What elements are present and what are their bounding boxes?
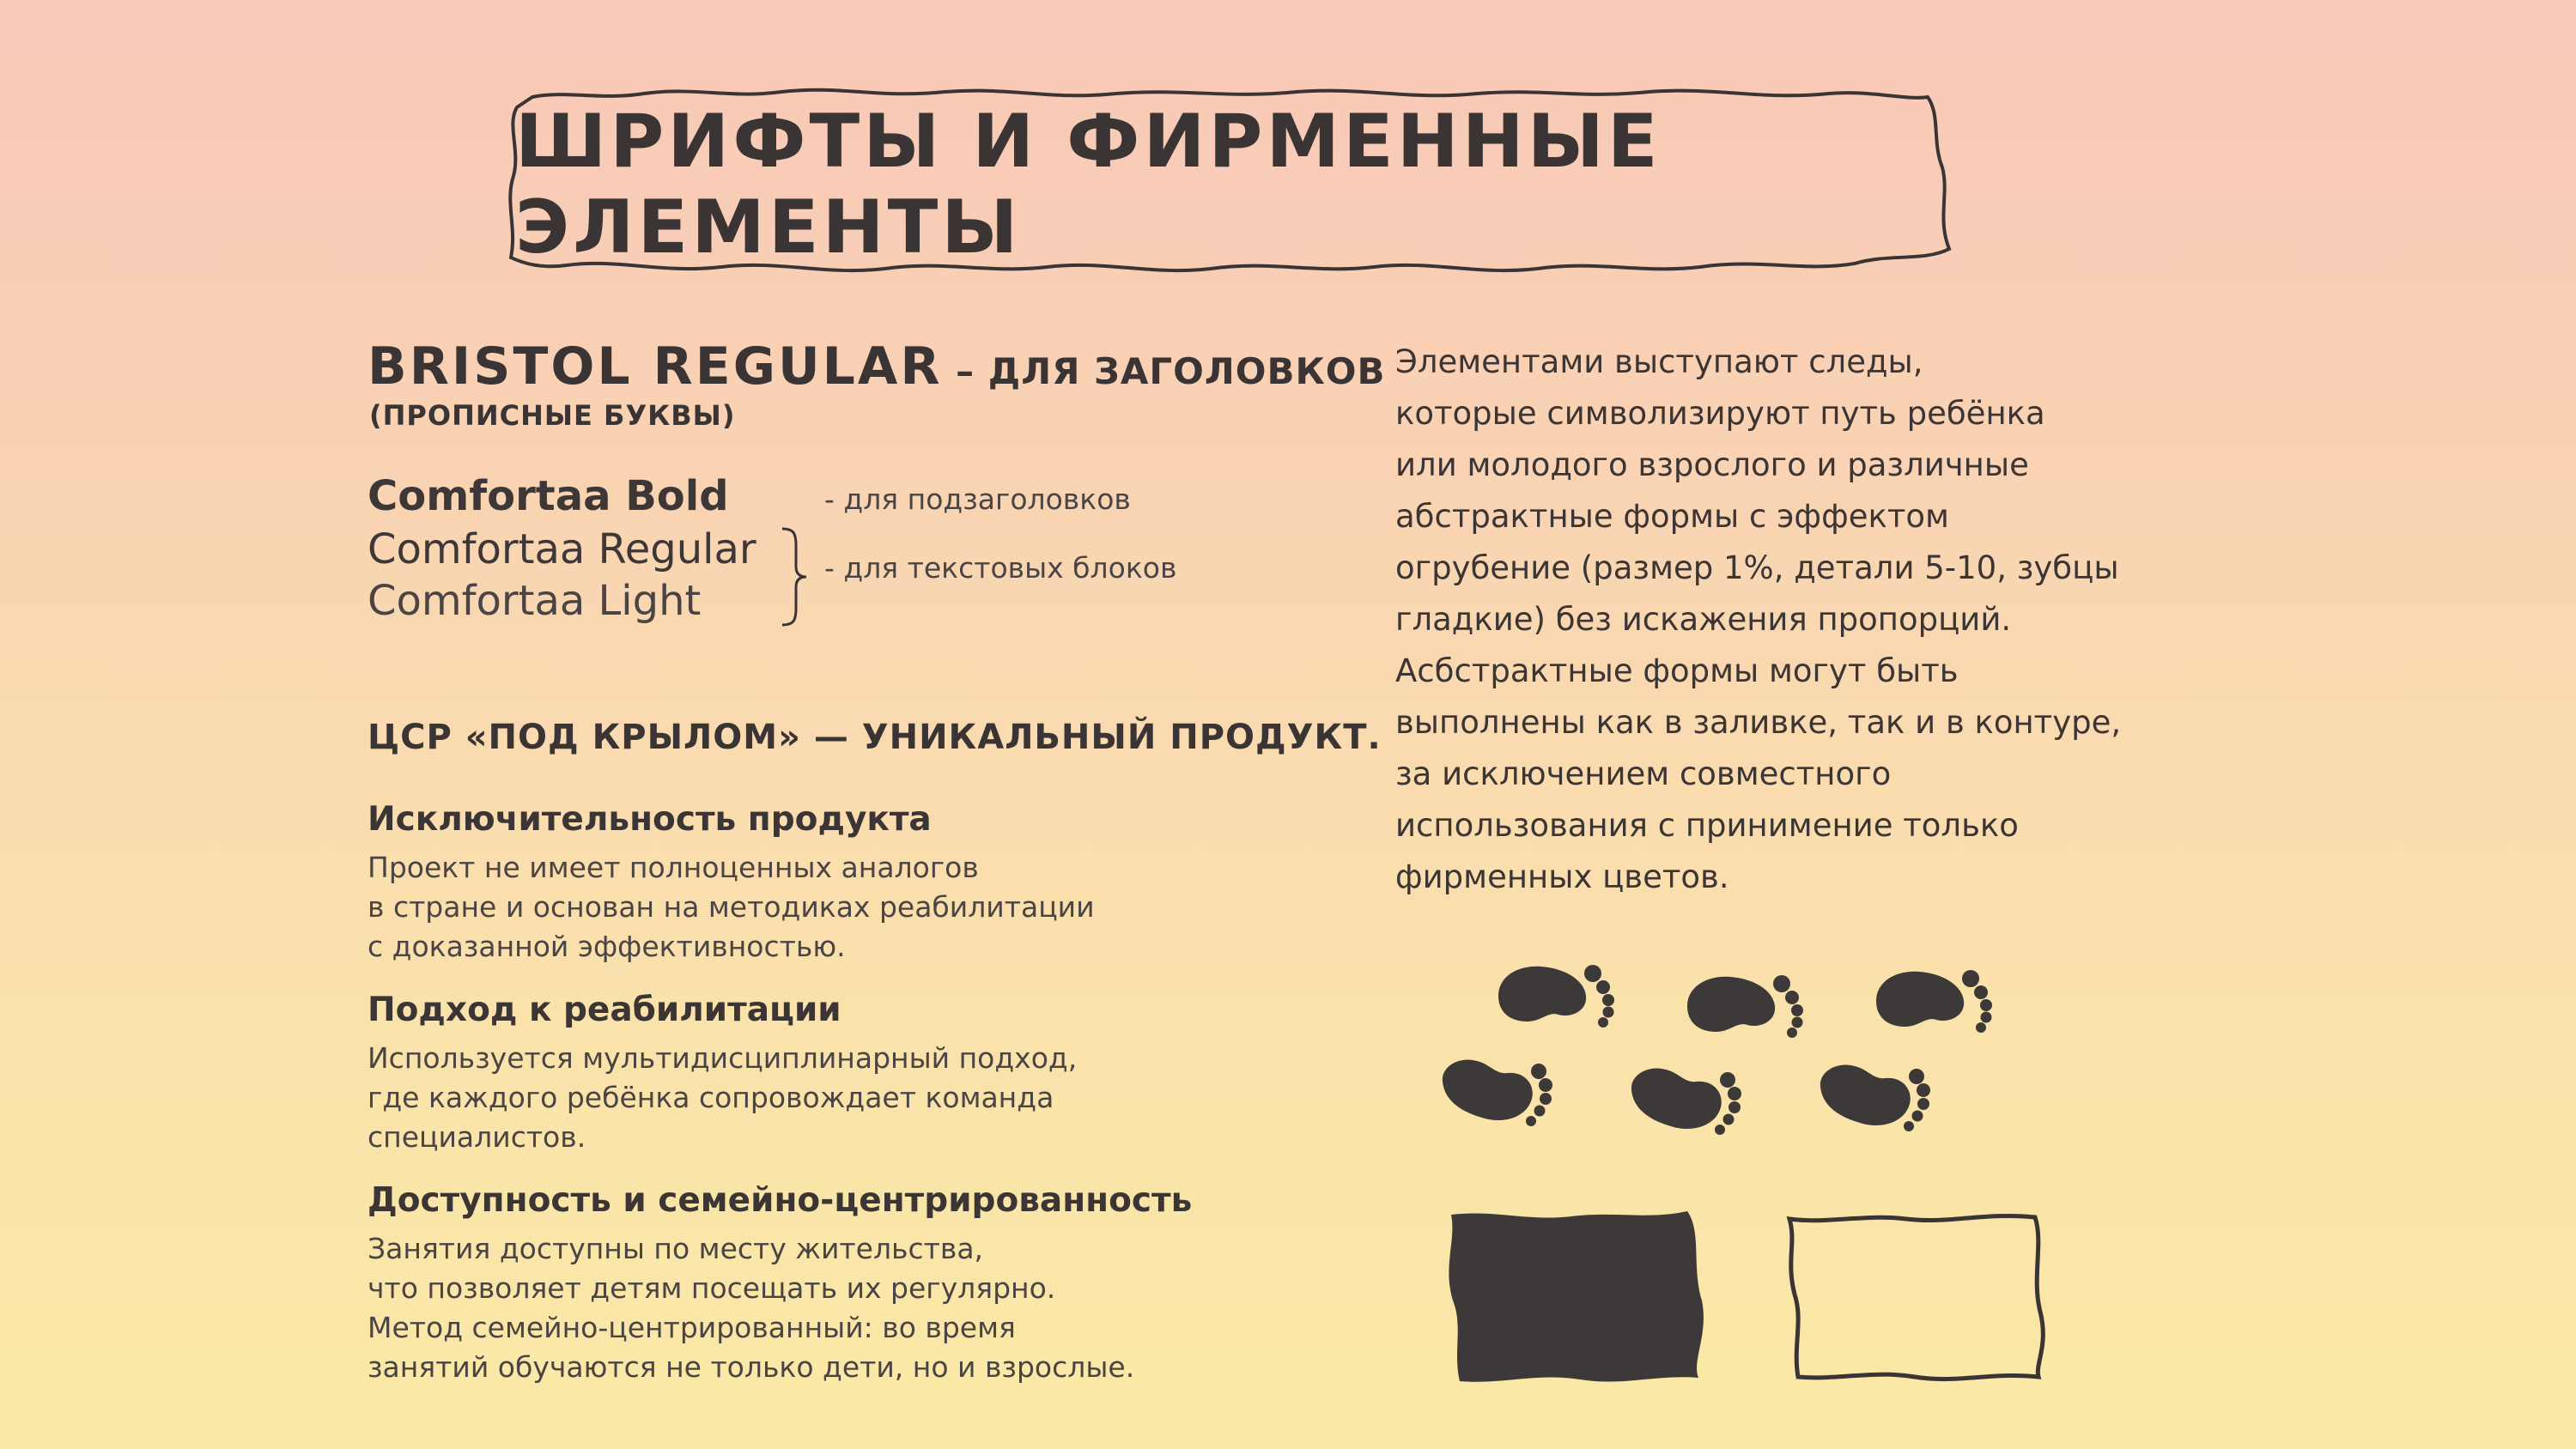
font-note-subheadings: - для подзаголовков (824, 482, 1131, 516)
body-line: Занятия доступны по месту жительства, (368, 1232, 984, 1265)
subsection-title-accessibility: Доступность и семейно-центрированность (368, 1181, 1193, 1220)
font-note-text-blocks: - для текстовых блоков (824, 551, 1177, 585)
body-line: с доказанной эффективностью. (368, 930, 846, 963)
body-line: занятий обучаются не только дети, но и взрослые. (368, 1350, 1135, 1384)
section-heading: ЦСР «ПОД КРЫЛОМ» — УНИКАЛЬНЫЙ ПРОДУКТ. (368, 718, 1382, 757)
font-comfortaa-light: Comfortaa Light (368, 577, 702, 625)
bristol-font-usage: – ДЛЯ ЗАГОЛОВКОВ (942, 350, 1386, 392)
description-line: фирменных цветов. (1395, 858, 1729, 895)
font-comfortaa-regular: Comfortaa Regular (368, 525, 756, 573)
body-line: Используется мультидисциплинарный подход, (368, 1041, 1078, 1075)
description-line: или молодого взрослого и различные (1395, 446, 2029, 483)
subsection-body-accessibility (368, 1229, 1134, 1387)
footprint-icon (1687, 975, 1803, 1038)
description-line: Асбстрактные формы могут быть (1395, 652, 1959, 689)
footprint-icon (1443, 1059, 1552, 1126)
abstract-outline-shape (1777, 1209, 2052, 1385)
elements-description (1395, 336, 2121, 903)
page-title: ШРИФТЫ И ФИРМЕННЫЕ ЭЛЕМЕНТЫ (515, 99, 1662, 270)
description-line: за исключением совместного (1395, 755, 1892, 792)
body-line: что позволяет детям посещать их регулярно. (368, 1271, 1056, 1305)
bristol-font-note: (ПРОПИСНЫЕ БУКВЫ) (369, 399, 736, 432)
description-line: использования с принимение только (1395, 807, 2019, 844)
subsection-title-exclusivity: Исключительность продукта (368, 800, 932, 839)
body-line: Метод семейно-центрированный: во время (368, 1311, 1016, 1344)
body-line: Проект не имеет полноценных аналогов (368, 851, 979, 884)
font-comfortaa-bold: Comfortaa Bold (368, 472, 729, 520)
footprints-group (1425, 953, 2044, 1185)
subsection-body-exclusivity (368, 848, 1095, 967)
bristol-font-name: BRISTOL REGULAR (368, 336, 943, 397)
footprint-icon (1631, 1068, 1741, 1135)
footprint-icon (1876, 970, 1992, 1033)
body-line: специалистов. (368, 1120, 586, 1154)
description-line: абстрактные формы с эффектом (1395, 498, 1949, 535)
footprint-icon (1498, 965, 1614, 1028)
subsection-title-approach: Подход к реабилитации (368, 991, 841, 1029)
description-line: выполнены как в заливке, так и в контуре, (1395, 704, 2122, 741)
bristol-font-line (368, 336, 1386, 397)
curly-brace-icon (777, 525, 811, 628)
body-line: в стране и основан на методиках реабилитации (368, 890, 1095, 924)
description-line: гладкие) без искажения пропорций. (1395, 601, 2012, 638)
subsection-body-approach (368, 1039, 1077, 1157)
footprint-icon (1820, 1064, 1930, 1131)
description-line: огрубение (размер 1%, детали 5-10, зубцы (1395, 549, 2119, 586)
body-line: где каждого ребёнка сопровождает команда (368, 1081, 1054, 1114)
description-line: которые символизируют путь ребёнка (1395, 395, 2045, 432)
description-line: Элементами выступают следы, (1395, 343, 1923, 380)
abstract-filled-shape (1434, 1206, 1709, 1386)
